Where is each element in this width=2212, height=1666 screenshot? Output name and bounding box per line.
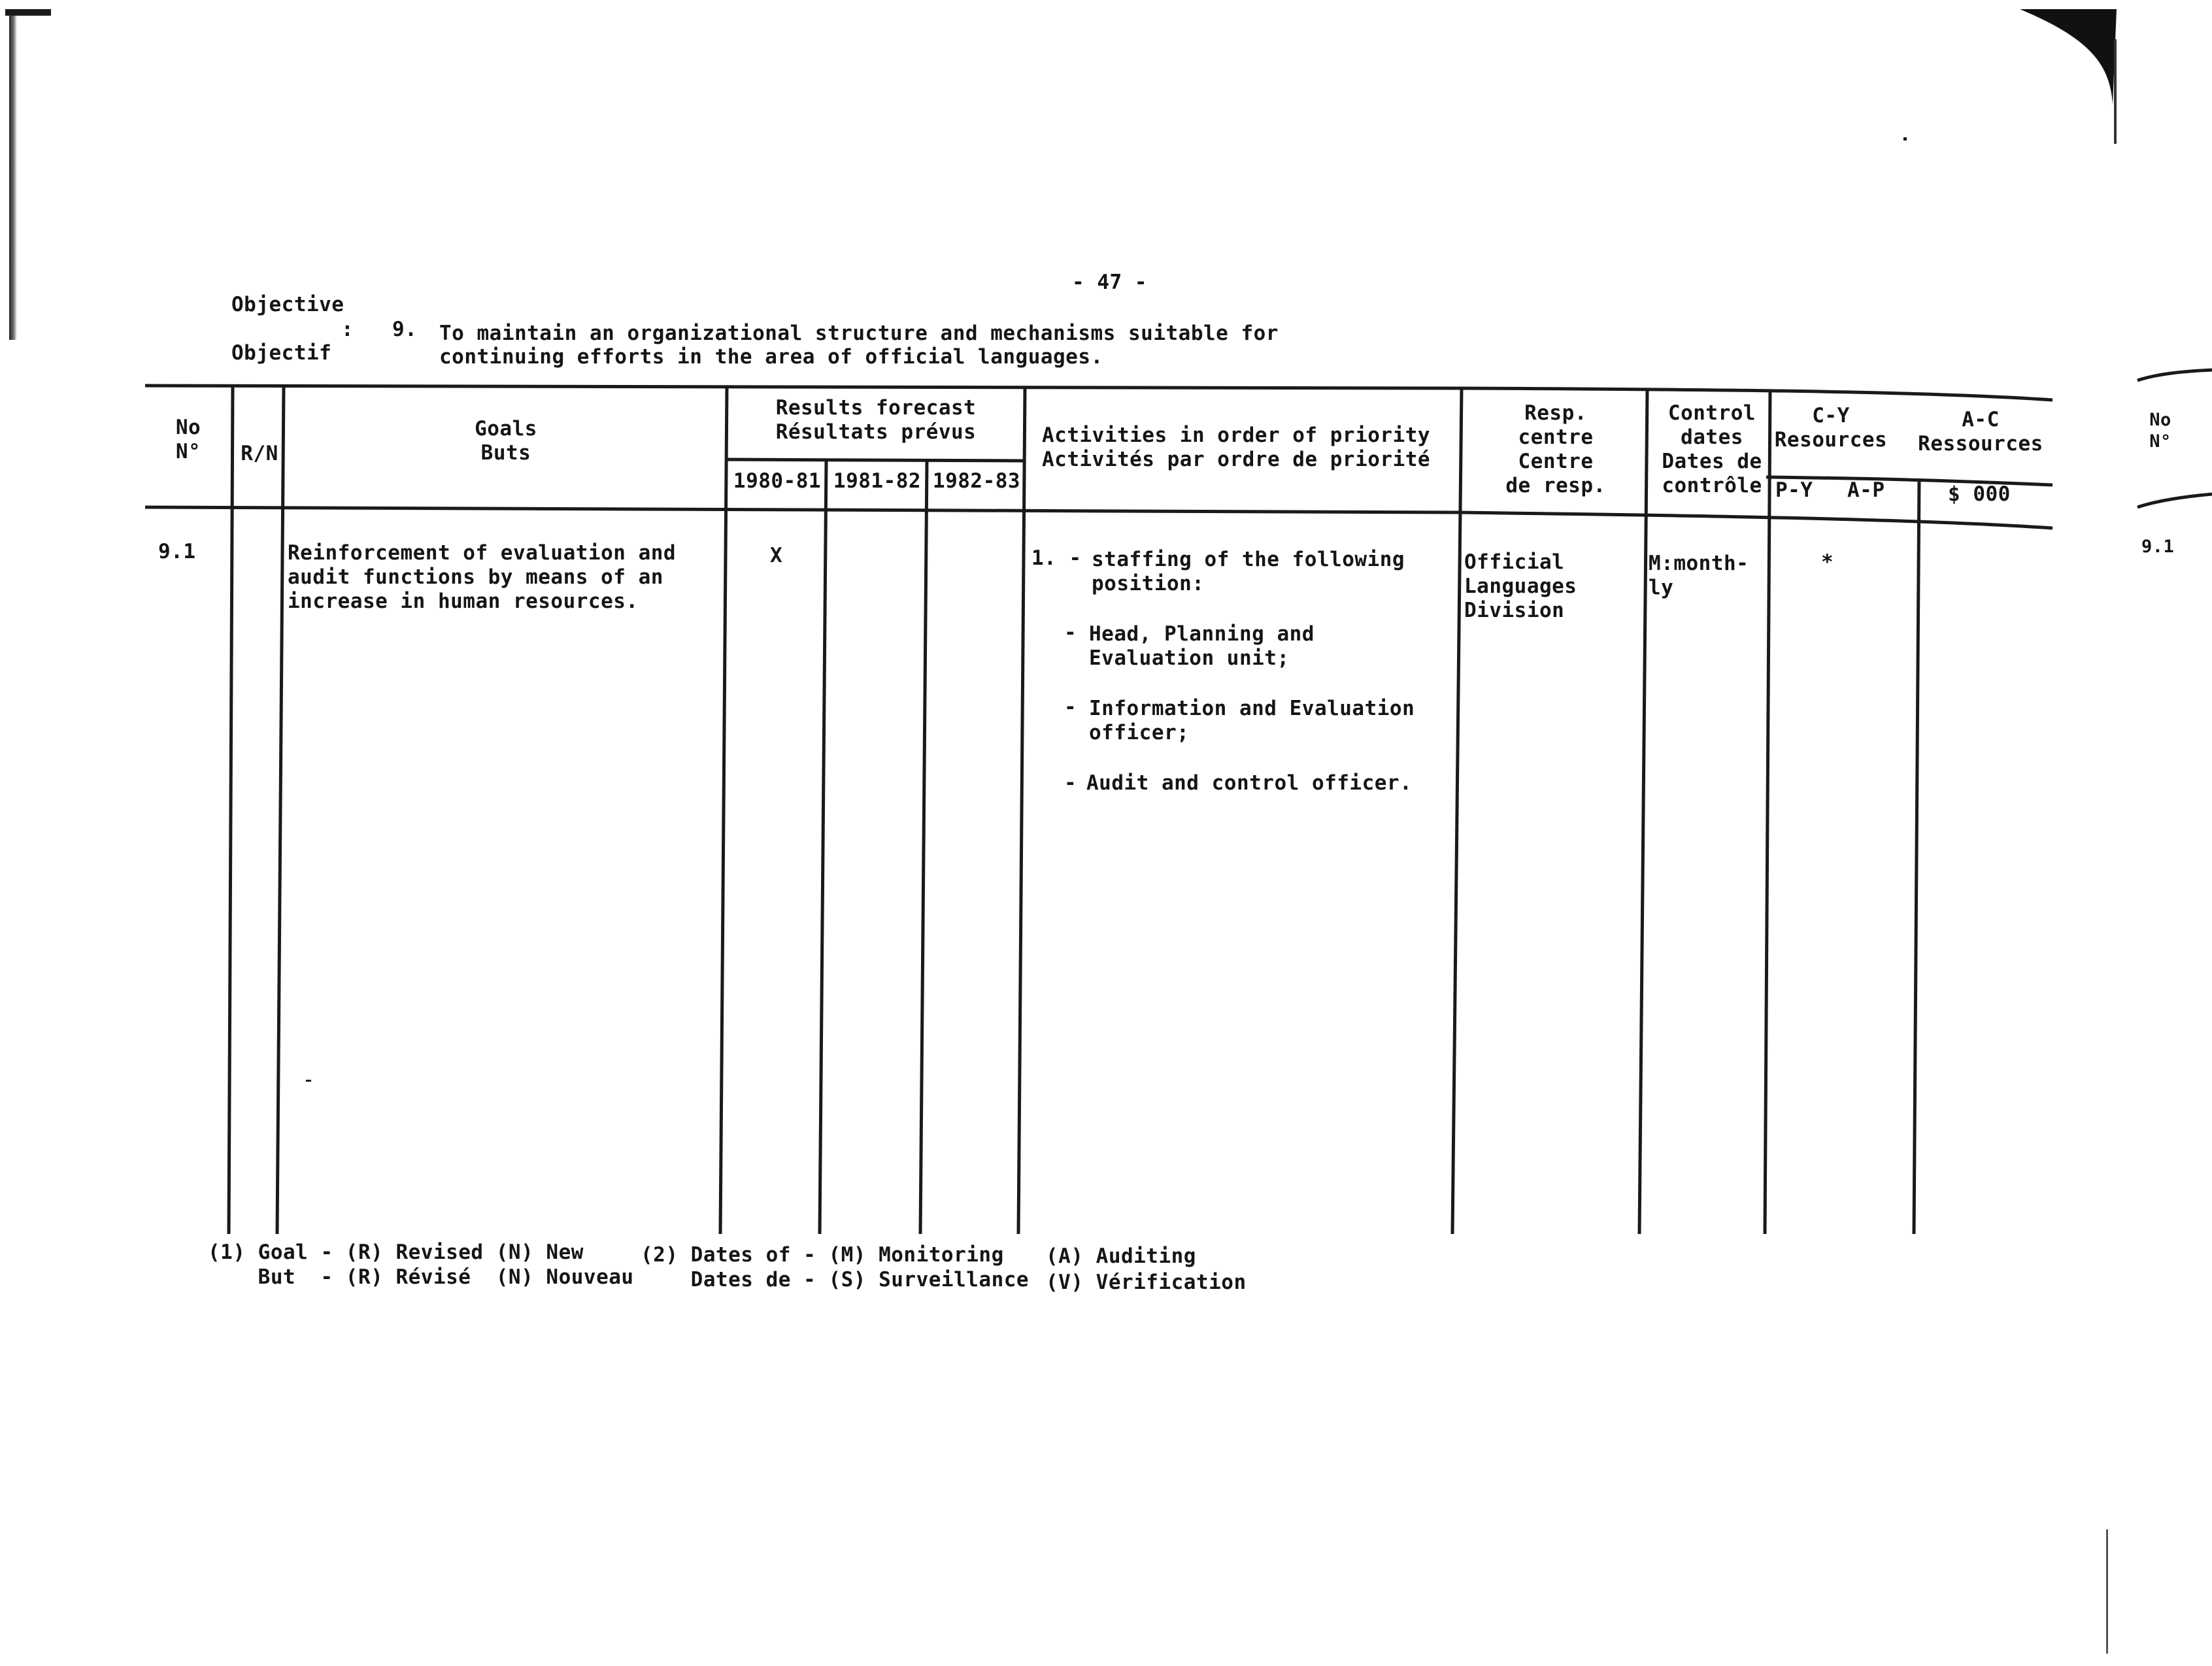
header-goals: Goals Buts — [475, 417, 537, 465]
header-ap: A-P — [1847, 478, 1885, 502]
footnote-dates-en: (2) Dates of - (M) Monitoring — [641, 1243, 1004, 1267]
header-cy-resources: C-Y Resources — [1774, 404, 1888, 452]
stray-mark — [306, 1080, 311, 1082]
row-activity-item-2: Information and Evaluation officer; — [1089, 697, 1415, 744]
row-py-value: * — [1821, 550, 1834, 574]
row-activity-main: staffing of the following position: — [1092, 548, 1405, 595]
header-dollars: $ 000 — [1948, 482, 2011, 506]
row-activity-number: 1. - — [1031, 546, 1082, 570]
header-ac-resources: A-C Ressources — [1918, 408, 2043, 456]
objective-number: 9. — [392, 318, 418, 341]
footnote-audit-fr: (V) Vérification — [1046, 1271, 1247, 1294]
objective-label-fr: Objectif — [231, 341, 332, 365]
objective-label-en: Objective — [231, 293, 344, 316]
row-activity-item-1: Head, Planning and Evaluation unit; — [1089, 622, 1315, 670]
row-goal: Reinforcement of evaluation and audit functions by means of an increase in human resources. — [288, 541, 677, 613]
row-activity-item-3: Audit and control officer. — [1086, 771, 1413, 795]
footnote-audit-en: (A) Auditing — [1046, 1244, 1196, 1268]
row-mark-1980-81: X — [770, 544, 783, 567]
scan-mark-bottom-right — [2106, 1529, 2108, 1654]
row-resp-centre: Official Languages Division — [1464, 550, 1577, 622]
header-rn: R/N — [241, 442, 278, 465]
row-number: 9.1 — [158, 540, 196, 563]
row-control-dates: M:month- ly — [1649, 552, 1749, 599]
footnote-dates-fr: Dates de - (S) Surveillance — [641, 1268, 1030, 1291]
header-right-no: No N° — [2149, 410, 2171, 452]
header-no: No N° — [175, 416, 201, 463]
objective-text-line1: To maintain an organizational structure and mechanisms suitable for — [439, 322, 1279, 345]
page-number: - 47 - — [1072, 271, 1147, 294]
header-results-forecast: Results forecast Résultats prévus — [775, 396, 977, 444]
row-activity-dash-1: - — [1064, 621, 1077, 644]
objective-colon: : — [341, 318, 354, 341]
header-year-1980-81: 1980-81 — [733, 469, 822, 493]
row-right-number: 9.1 — [2141, 537, 2175, 557]
header-year-1982-83: 1982-83 — [932, 469, 1021, 493]
header-control-dates: Control dates Dates de contrôle — [1662, 401, 1762, 497]
footnote-goal-en: (1) Goal - (R) Revised (N) New — [208, 1241, 584, 1264]
header-year-1981-82: 1981-82 — [833, 469, 922, 493]
row-activity-dash-2: - — [1064, 695, 1077, 719]
header-activities: Activities in order of priority Activités par ordre de priorité — [1042, 424, 1431, 471]
header-py: P-Y — [1775, 478, 1813, 502]
objective-text-line2: continuing efforts in the area of official languages. — [439, 345, 1103, 369]
footnote-goal-fr: But - (R) Révisé (N) Nouveau — [208, 1265, 634, 1289]
header-resp-centre: Resp. centre Centre de resp. — [1505, 401, 1606, 497]
scan-dot — [1903, 137, 1907, 141]
row-activity-dash-3: - — [1064, 771, 1077, 795]
